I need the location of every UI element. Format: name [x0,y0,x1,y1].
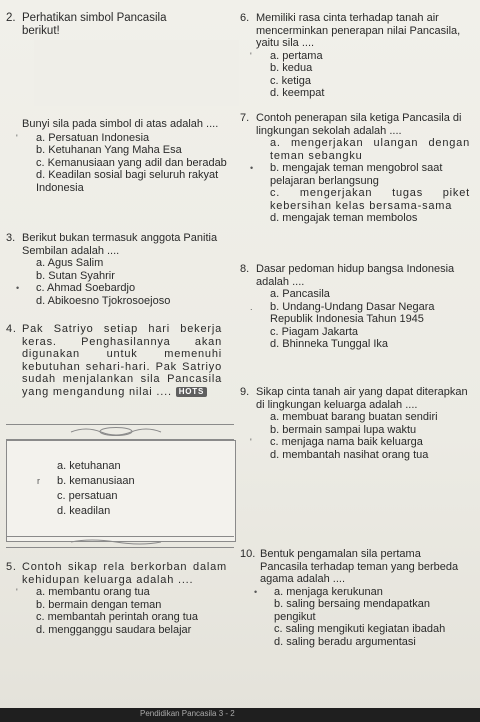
option-b[interactable]: b. bermain sampai lupa waktu [270,423,417,436]
option-c[interactable]: c. Kemanusiaan yang adil dan beradab [36,156,227,169]
ornament-icon [66,426,166,437]
hots-badge: HOTS [176,387,207,397]
question-number: 10. [240,548,256,560]
question-5 [6,561,238,636]
footer-text: Pendidikan Pancasila 3 - 2 [140,709,235,718]
option-b[interactable]: r b. kemanusiaan [37,475,135,487]
option-a[interactable]: ' a. membantu orang tua [16,586,150,598]
question-2-prompt [6,118,238,194]
option-c[interactable]: c. saling mengikuti kegiatan ibadah [274,623,446,635]
option-d[interactable]: d. keempat [270,87,325,99]
option-d[interactable]: d. Abikoesno Tjokrosoejoso [36,294,171,307]
symbol-placeholder-icon [34,40,239,106]
option-d[interactable]: d. Keadilan sosial bagi seluruh rakyat Indonesia [36,169,219,194]
option-b[interactable]: b. saling bersaing mendapatkan pengikut [274,598,430,623]
question-6 [240,12,476,100]
question-number: 5. [6,561,17,573]
question-text: berikut! [22,24,60,37]
page-footer [0,708,480,722]
option-d[interactable]: d. mengajak teman membolos [270,212,418,224]
option-c[interactable]: c. membantah perintah orang tua [36,611,199,623]
question-10 [240,548,476,648]
option-c[interactable]: c. mengerjakan tugas piket kebersihan kelas bersama-sama [270,187,470,212]
ornament-icon [66,538,166,546]
option-a[interactable]: • a. menjaga kerukunan [254,585,383,598]
option-a[interactable]: a. Pancasila [270,288,330,300]
option-d[interactable]: d. mengganggu saudara belajar [36,623,192,636]
option-b[interactable]: b. bermain dengan teman [36,598,162,611]
question-8 [240,263,476,351]
option-a[interactable]: a. ketuhanan [57,460,121,472]
question-text: Perhatikan simbol Pancasila [22,12,167,24]
question-number: 2. [6,12,16,24]
question-4 [6,323,238,398]
question-text: Berikut bukan termasuk anggota Panitia Sembilan adalah .... [22,232,218,257]
option-c[interactable]: c. Piagam Jakarta [270,325,359,338]
option-b[interactable]: b. kedua [270,62,313,74]
option-a[interactable]: a. Agus Salim [36,257,104,269]
option-c[interactable]: • c. Ahmad Soebardjo [16,282,136,294]
question-number: 8. [240,263,250,275]
option-c[interactable]: c. ketiga [270,74,311,87]
option-b[interactable]: b. Sutan Syahrir [36,269,115,282]
question-text: Contoh penerapan sila ketiga Pancasila di lingkungan sekolah adalah .... [256,112,462,137]
option-a[interactable]: a. mengerjakan ulangan dengan teman sebangku [270,137,470,162]
answer-options-box [6,440,236,542]
option-b[interactable]: • b. mengajak teman mengobrol saat pelajaran berlangsung [250,162,443,187]
question-number: 7. [240,112,250,124]
option-c[interactable]: ' c. menjaga nama baik keluarga [250,436,423,448]
question-text: Sikap cinta tanah air yang dapat diterapkan di lingkungan keluarga adalah .... [256,386,468,411]
option-d[interactable]: d. keadilan [57,505,111,517]
question-text: Pak Satriyo setiap hari bekerja keras. Penghasilannya akan digunakan untuk memenuhi kebutuhan sehari-hari. Pak Satriyo sudah menjalankan sila Pancasila yang mengandung nilai .... [22,323,222,398]
question-text: Bentuk pengamalan sila pertama Pancasila terhadap teman yang berbeda agama adalah .... [260,548,459,585]
option-a[interactable]: a. membuat barang buatan sendiri [270,411,438,423]
pancasila-symbol-image [34,40,239,106]
question-number: 9. [240,386,250,398]
decorative-border-top [6,424,234,440]
question-number: 3. [6,232,16,244]
option-b[interactable]: b. Ketuhanan Yang Maha Esa [36,144,182,156]
question-9 [240,386,476,461]
question-number: 6. [240,12,250,24]
question-text: Contoh sikap rela berkorban dalam kehidupan keluarga adalah .... [22,561,227,586]
question-text: Dasar pedoman hidup bangsa Indonesia adalah .... [256,263,455,288]
option-b[interactable]: . b. Undang-Undang Dasar Negara Republik Indonesia Tahun 1945 [250,300,435,325]
question-number: 4. [6,323,17,335]
question-prompt: Bunyi sila pada simbol di atas adalah .... [22,118,219,130]
question-2 [6,12,238,37]
option-d[interactable]: d. Bhinneka Tunggal Ika [270,338,389,350]
question-3 [6,232,238,307]
option-c[interactable]: c. persatuan [57,490,118,502]
option-d[interactable]: d. saling beradu argumentasi [274,635,416,648]
option-a[interactable]: ' a. Persatuan Indonesia [16,131,150,144]
decorative-border-bottom [6,536,234,548]
option-a[interactable]: ' a. pertama [250,49,323,62]
question-text: Memiliki rasa cinta terhadap tanah air mencerminkan penerapan nilai Pancasila, yaitu sila .... [256,12,461,49]
option-d[interactable]: d. membantah nasihat orang tua [270,448,429,461]
question-7 [240,112,476,225]
